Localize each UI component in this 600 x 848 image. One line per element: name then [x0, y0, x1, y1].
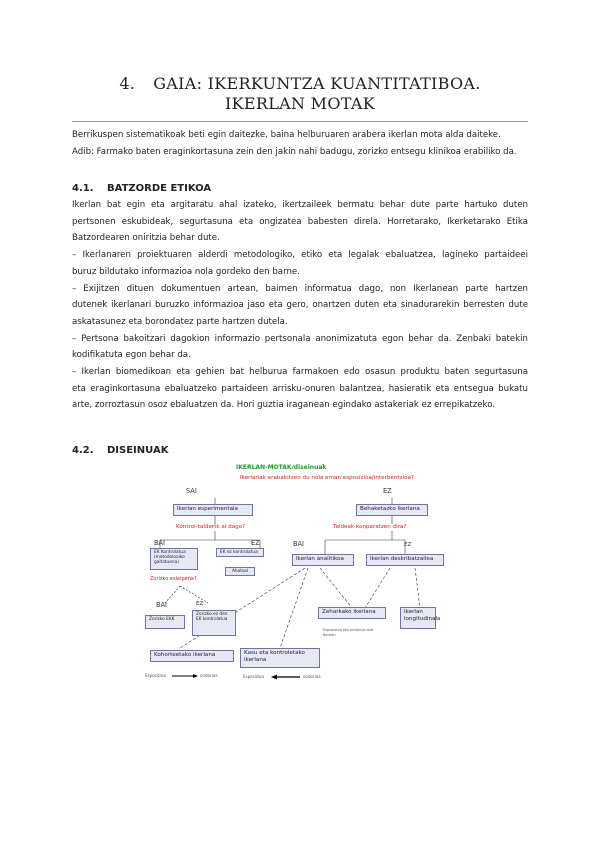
label-random-yes: BAI: [156, 601, 167, 609]
body-line: askatasunez eta borondatez parte hartzen dutela.: [72, 316, 288, 327]
body-line: pertsonen eskubideak, segurtasuna eta ongizatea babesten direla. Horretarako, Ikerketarako Etika: [72, 216, 528, 227]
label-control-no: EZ: [251, 539, 260, 547]
label-compare-no: EZ: [404, 542, 412, 548]
page-title: [60, 74, 540, 114]
question-compare: Taldeak konparatzen dira?: [333, 524, 407, 530]
section-title: BATZORDE ETIKOA: [107, 183, 212, 194]
case-arrow-start: Esposizioa: [243, 674, 264, 679]
body-line: Ikerlan bat egin eta argitaratu ahal izateko, ikertzaileek bermatu behar dute parte hartuko duten: [72, 200, 528, 210]
section-number: 4.2.: [72, 445, 94, 456]
case-arrow-end: ondorioa: [303, 674, 321, 679]
cohort-arrow-start: Esposizioa: [145, 673, 166, 678]
section-heading-1: [72, 183, 211, 194]
chapter-title-line2: IKERLAN MOTAK: [225, 94, 375, 113]
section1-body: [72, 197, 528, 414]
box-randomized-trial: Zorizko EKK: [145, 615, 185, 629]
body-line: – Ikerlan biomedikoan eta gehien bat helburua farmakoen edo osasun produktu baten segurtasuna: [72, 367, 528, 378]
box-longitudinal: Ikerlan longitudinala: [400, 607, 436, 629]
diagram-title: IKERLAN-MOTAK/diseinuak: [236, 464, 327, 471]
question-control: Kontrol-taldertk al dago?: [176, 524, 246, 530]
intro-paragraph: [72, 127, 528, 160]
box-cross-sectional: Zeharkako ikerlana: [318, 607, 386, 619]
label-yes: SAI: [186, 487, 197, 495]
diagram-question-top: Ikerlariak erabakitzen du nola eman esposizioa/interbentzioa?: [240, 475, 414, 481]
study-design-diagram: [140, 458, 470, 686]
box-nonrandom-trial: Zorizko ez den EK kontrolatua: [192, 610, 236, 636]
chapter-number: 4.: [119, 74, 136, 93]
title-divider: [72, 121, 528, 122]
body-line: dutenek ikerlanari buruzko informazioa jaso eta gero, onartzen duten eta sinadurarekin berresten dute: [72, 300, 528, 311]
body-line: buruz bildutako informazioa nola gordeko den barne.: [72, 266, 300, 277]
cohort-arrow-end: ondorioa: [200, 673, 218, 678]
body-line: arte, zorroztasun osoz ebaluatzen da. Hori guztia iraganean egindako astakeriak ez errepikatzeko.: [72, 400, 496, 411]
box-case-control: Kasu eta kontroletako ikerlana: [240, 648, 320, 668]
intro-line: Adib: Farmako baten eraginkortasuna zein den jakin nahi badugu, zorizko entsegu klinikoa erabiliko da.: [72, 146, 517, 157]
label-random-no: EZ: [196, 601, 204, 607]
body-line: eta eraginkortasuna ebaluatzeko partaideen arrisku-onuren balantzea, hasieratik eta entsegua bukatu: [72, 383, 528, 394]
question-random: Zorizko esleipena?: [150, 576, 197, 582]
body-line: Batzordearen oniritzia behar dute.: [72, 233, 220, 244]
box-uncontrolled-trial: EK ez kontrolatua: [216, 548, 264, 557]
label-no: EZ: [383, 487, 392, 495]
box-cohort: Kohorteetako ikerlana: [150, 650, 234, 662]
body-line: kodifikatuta egon behar da.: [72, 350, 191, 361]
box-analytic: Ikerlan analitikoa: [292, 554, 354, 566]
box-observational: Behaketazko ikerlana: [356, 504, 428, 516]
box-experimental: Ikerlan esperimentala: [173, 504, 253, 516]
box-small-note: Ahotsal: [225, 567, 255, 576]
body-line: – Exijitzen dituen dokumentuen artean, baimen informatua dago, non Ikerlanean parte hartzen: [72, 283, 528, 294]
body-line: – Pertsona bakoitzari dagokion informazio pertsonala anonimizatuta egon behar da. Zenbaki batekin: [72, 333, 528, 344]
section-number: 4.1.: [72, 183, 94, 194]
intro-line: Berrikuspen sistematikoak beti egin daitezke, baina helburuaren arabera ikerlan mota alda daiteke.: [72, 130, 501, 140]
box-controlled-trial: EK Kontrolatua (metodoloaiko gaitatuena): [150, 548, 198, 570]
section-heading-2: [72, 445, 168, 456]
label-control-yes: BAI: [154, 539, 165, 547]
cross-sectional-note: Esposizioa eta ondorioa aldi berean: [323, 628, 374, 637]
box-descriptive: Ikerlan deskribatzailea: [366, 554, 444, 566]
section-title: DISEINUAK: [107, 445, 169, 456]
body-line: – Ikerlanaren proiektuaren alderdi metodologiko, etiko eta legalak ebaluatzea, lagineko partaideei: [72, 250, 528, 261]
chapter-title-line1: GAIA: IKERKUNTZA KUANTITATIBOA.: [153, 74, 481, 93]
label-compare-yes: BAI: [293, 540, 304, 548]
